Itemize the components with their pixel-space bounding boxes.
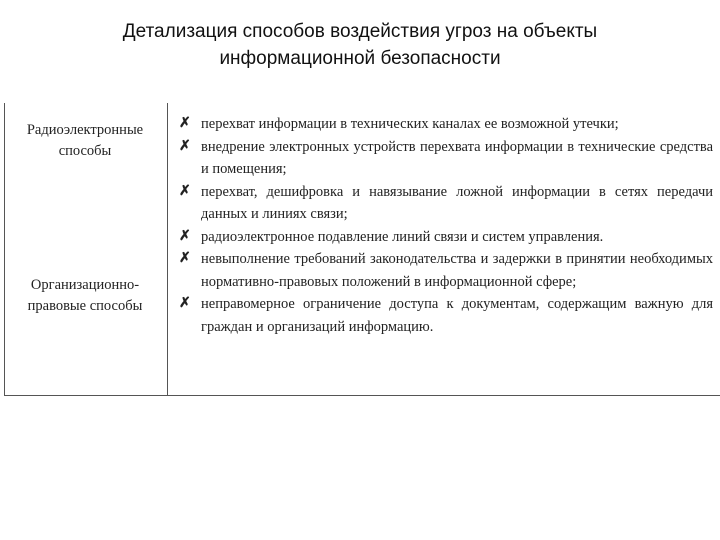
method-label-line: правовые способы [27, 298, 143, 314]
cross-bullet-icon: ✗ [179, 116, 191, 131]
list-item [177, 181, 713, 226]
cross-bullet-icon: ✗ [179, 138, 191, 154]
method-label-line: Организационно- [30, 277, 140, 293]
slide-title [0, 18, 720, 72]
method-cell-legal [5, 275, 165, 317]
list-item-text: перехват, дешифровка и навязывание ложной информации в сетях передачи данных и линиях связи; [201, 183, 713, 222]
list-item [177, 113, 713, 136]
threat-items-list [177, 113, 713, 338]
cross-bullet-icon: ✗ [179, 228, 191, 244]
cross-bullet-icon: ✗ [179, 183, 191, 199]
list-item [177, 226, 713, 249]
slide-title-line-2: информационной безопасности [219, 48, 501, 69]
method-label-line: Радиоэлектронные [26, 122, 144, 138]
cross-bullet-icon: ✗ [179, 296, 191, 311]
list-item [177, 136, 713, 181]
method-label-line: способы [58, 143, 112, 159]
column-divider [167, 103, 168, 395]
methods-table [4, 103, 720, 396]
list-item [177, 293, 713, 338]
cross-bullet-icon: ✗ [179, 251, 191, 266]
method-cell-radio [5, 120, 165, 162]
list-item-text: неправомерное ограничение доступа к документам, содержащим важную для граждан и организаций информацию. [201, 296, 713, 335]
list-item [177, 248, 713, 293]
slide-title-line-1: Детализация способов воздействия угроз на объекты [122, 21, 598, 42]
list-item-text: внедрение электронных устройств перехвата информации в технические средства и помещения; [201, 138, 713, 177]
list-item-text: радиоэлектронное подавление линий связи и систем управления. [201, 228, 604, 245]
list-item-text: перехват информации в технических каналах ее возможной утечки; [201, 116, 619, 132]
list-item-text: невыполнение требований законодательства и задержки в принятии необходимых нормативно-правовых положений в информационной сфере; [201, 251, 713, 290]
